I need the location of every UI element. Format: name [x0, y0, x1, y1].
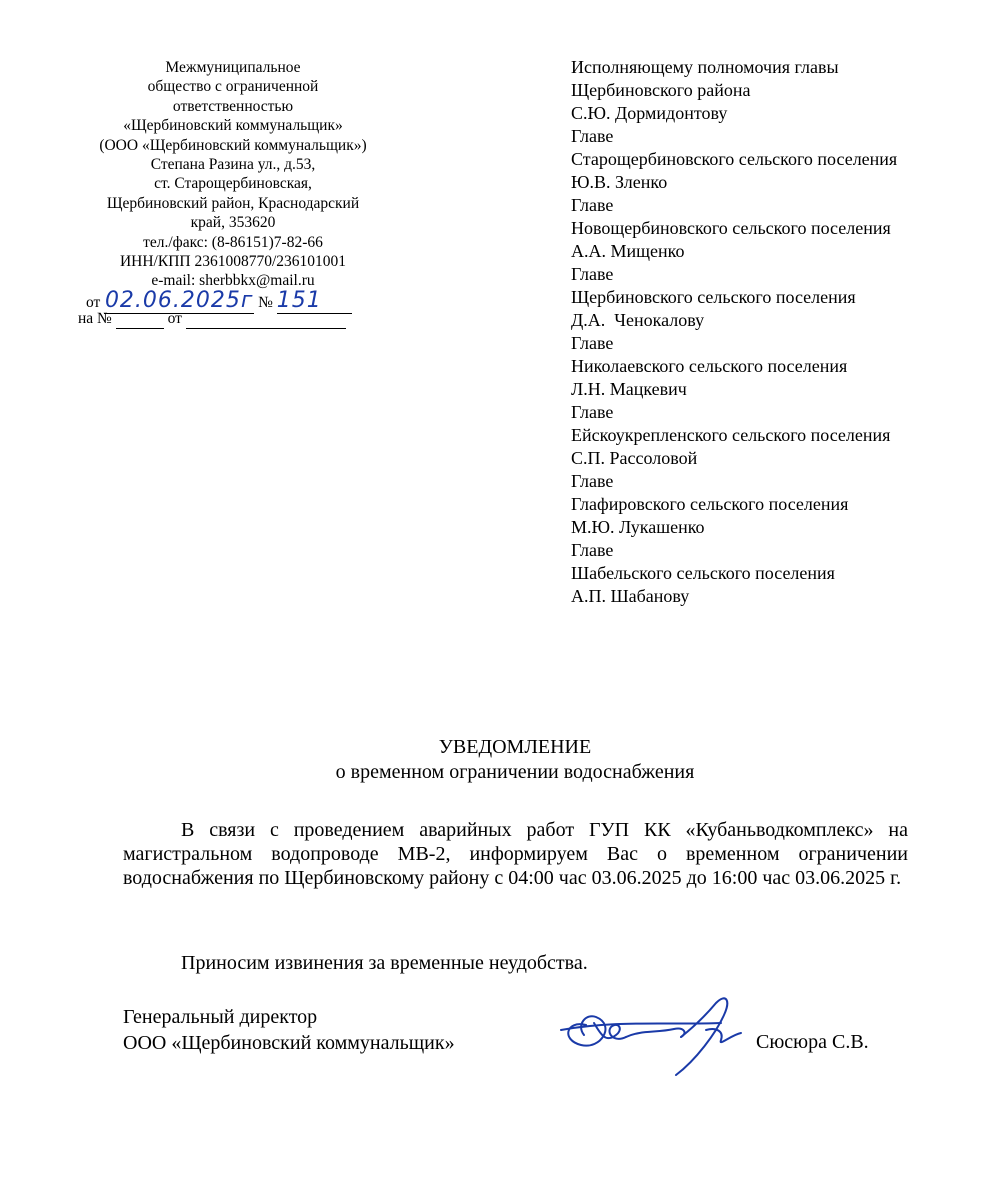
sender-line: общество с ограниченной — [147, 78, 319, 96]
email-label: e-mail: — [151, 272, 200, 290]
addressee-line: Щербиновского сельского поселения — [571, 287, 856, 307]
ref-number-blank — [116, 310, 164, 329]
signatory-position: Генеральный директор — [123, 1006, 318, 1028]
addressee-line: Глафировского сельского поселения — [571, 494, 849, 514]
sender-line: Степана Разина ул., д.53, — [150, 156, 316, 174]
addressee-line: Л.Н. Мацкевич — [571, 379, 687, 399]
sender-line: Щербиновский район, Краснодарский — [106, 194, 360, 212]
handwritten-signature — [556, 985, 756, 1080]
signatory-organization: ООО «Щербиновский коммунальщик» — [123, 1032, 455, 1054]
from-label: от — [86, 294, 101, 311]
notice-body: В связи с проведением аварийных работ ГУП КК «Кубаньводкомплекс» на магистральном водопроводе МВ-2, информируем Вас о временном ограничении водоснабжения по Щербиновскому району с 04:00 час 03.06.2025 до 16:00 час 03.06.2025 г. — [123, 819, 908, 889]
addressee-line: А.А. Мищенко — [571, 241, 685, 261]
notice-title: УВЕДОМЛЕНИЕ — [438, 736, 592, 758]
reference-line — [78, 310, 346, 329]
handwritten-number: 151 — [276, 288, 322, 313]
addressee-line: Главе — [571, 402, 614, 422]
addressees-block — [571, 56, 991, 608]
ref-label: на № — [78, 310, 112, 327]
ref-date-blank — [186, 310, 346, 329]
sender-line: «Щербиновский коммунальщик» — [123, 117, 343, 135]
sender-line: Межмуниципальное — [165, 59, 301, 76]
sender-line: ответственностью — [172, 97, 294, 115]
addressee-line: С.П. Рассоловой — [571, 448, 698, 468]
addressee-line: Главе — [571, 333, 614, 353]
addressee-line: Николаевского сельского поселения — [571, 356, 848, 376]
ref-from-label: от — [167, 310, 182, 327]
addressee-line: Главе — [571, 471, 614, 491]
notice-subtitle: о временном ограничении водоснабжения — [335, 761, 695, 783]
addressee-line: Главе — [571, 126, 614, 146]
email-link[interactable]: sherbbkx@mail.ru — [199, 272, 315, 290]
addressee-line: Главе — [571, 264, 614, 284]
sender-line: ИНН/КПП 2361008770/236101001 — [119, 253, 347, 271]
signatory-name: Сюсюра С.В. — [756, 1031, 869, 1053]
addressee-line: А.П. Шабанову — [571, 586, 690, 606]
addressee-line: Щербиновского района — [571, 80, 751, 100]
addressee-line: С.Ю. Дормидонтову — [571, 103, 728, 123]
addressee-line: Новощербиновского сельского поселения — [571, 218, 891, 238]
addressee-line: Старощербиновского сельского поселения — [571, 149, 898, 169]
addressee-line: М.Ю. Лукашенко — [571, 517, 705, 537]
addressee-line: Главе — [571, 540, 614, 560]
number-label: № — [258, 294, 273, 311]
addressee-line: Д.А. Ченокалову — [571, 310, 705, 330]
sender-line: край, 353620 — [190, 214, 276, 232]
signatory-block — [123, 1004, 455, 1056]
sender-line: тел./факс: (8-86151)7-82-66 — [143, 233, 323, 251]
addressee-line: Ейскоукрепленского сельского поселения — [571, 425, 891, 445]
addressee-line: Шабельского сельского поселения — [571, 563, 835, 583]
addressee-line: Исполняющему полномочия главы — [571, 57, 839, 77]
sender-line: ст. Старощербиновская, — [154, 175, 312, 193]
sender-block — [78, 58, 388, 291]
sender-line: (ООО «Щербиновский коммунальщик») — [99, 136, 367, 154]
addressee-line: Ю.В. Зленко — [571, 172, 668, 192]
apology-text: Приносим извинения за временные неудобства. — [181, 952, 588, 974]
handwritten-date: 02.06.2025г — [104, 288, 254, 313]
addressee-line: Главе — [571, 195, 614, 215]
